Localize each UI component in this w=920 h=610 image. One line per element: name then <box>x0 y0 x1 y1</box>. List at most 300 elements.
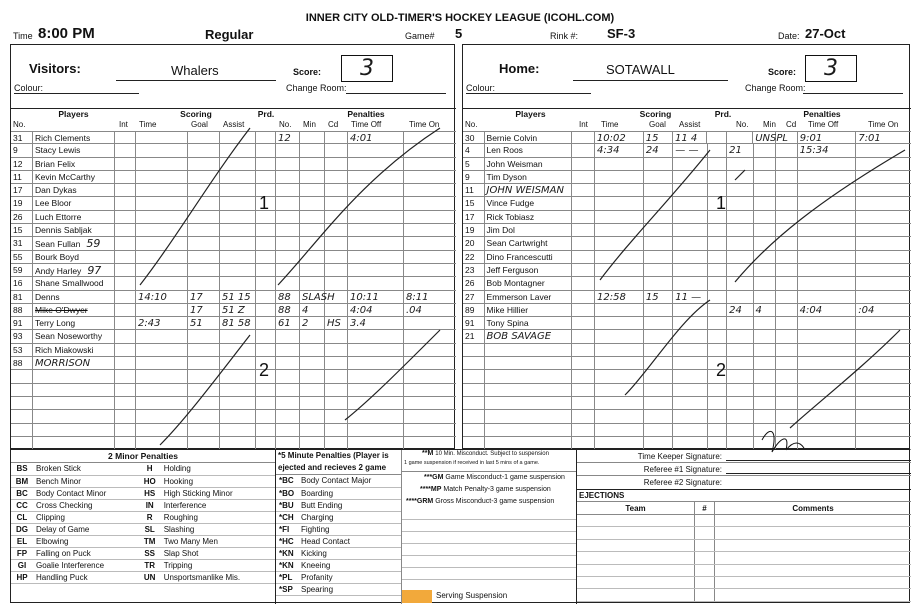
penalty-desc: Falling on Puck <box>33 547 139 559</box>
penalty-desc: Profanity <box>298 571 401 583</box>
blank-line <box>402 544 576 556</box>
penalty-code: BS <box>11 463 33 475</box>
penalty-code: HO <box>139 475 161 487</box>
no: 55 <box>11 251 33 263</box>
serving-suspension-label: Serving Suspension <box>436 591 508 600</box>
pen-time-off: 15:34 <box>798 144 857 156</box>
home-players-head: Players <box>515 109 546 119</box>
home-scoring-head: Scoring <box>639 109 672 119</box>
ejection-number <box>695 589 715 600</box>
ejection-number <box>695 527 715 538</box>
ejections-comments-head: Comments <box>792 504 834 513</box>
penalty-code: SS <box>139 547 161 559</box>
penalty-desc: Spearing <box>298 583 401 595</box>
ejection-row <box>577 515 911 527</box>
col-no: No. <box>13 120 26 129</box>
player-name: Denns <box>33 291 115 303</box>
penalty-code: CC <box>11 499 33 511</box>
penalty-desc: Broken Stick <box>33 463 139 475</box>
col-min: Min <box>303 120 316 129</box>
no: 88 <box>11 304 33 316</box>
home-period-2: 2 <box>716 360 727 380</box>
penalty-code: *BC <box>276 475 298 487</box>
player-name: Bourk Boyd <box>33 251 115 263</box>
no: 30 <box>463 132 485 143</box>
home-col-assist: Assist <box>679 120 701 129</box>
grm-code: ****GRM <box>406 498 434 505</box>
minor-row <box>11 547 275 559</box>
home-penalties-head: Penalties <box>803 109 841 119</box>
score-goal: 15 <box>644 291 673 303</box>
no: 17 <box>11 184 33 196</box>
home-colour-label: Colour: <box>466 83 496 93</box>
major-row <box>276 511 401 523</box>
no: 5 <box>463 158 485 170</box>
game-date: 27-Oct <box>805 26 846 41</box>
h-pen-strike-2 <box>790 330 900 428</box>
m-note: 1 game suspension if received in last 5 mins of a game. <box>402 460 576 472</box>
pen-min: UNSPL <box>755 133 788 144</box>
league-title: INNER CITY OLD-TIMER'S HOCKEY LEAGUE (ICOHL.COM) <box>305 12 615 24</box>
col-pen-no: No. <box>279 120 292 129</box>
no: 4 <box>463 144 485 156</box>
penalty-code: *BU <box>276 499 298 511</box>
player-name: Sean Cartwright <box>485 237 573 249</box>
pen-min: 2 <box>300 317 325 329</box>
no: 23 <box>463 264 485 276</box>
blank-line <box>402 556 576 568</box>
timekeeper-label: Time Keeper Signature: <box>637 452 722 461</box>
grm-desc: Gross Misconduct-3 game suspension <box>435 498 555 505</box>
mp-code: ****MP <box>420 486 442 493</box>
home-col-no: No. <box>465 120 478 129</box>
penalty-code: HS <box>139 487 161 499</box>
ejection-number <box>695 552 715 563</box>
pen-time-on: 8:11 <box>406 291 429 303</box>
no: 89 <box>463 304 485 316</box>
penalty-desc: Interference <box>161 499 275 511</box>
penalty-code: TM <box>139 535 161 547</box>
player-name: Tony Spina <box>485 317 573 329</box>
major-table <box>276 475 401 596</box>
minor-row <box>11 487 275 499</box>
major-row <box>276 559 401 571</box>
visitors-players-head: Players <box>58 109 89 119</box>
no: 27 <box>463 291 485 303</box>
game-label: Game# <box>405 31 435 41</box>
ejection-comment <box>715 565 911 576</box>
serving-suspension-swatch <box>402 590 432 603</box>
penalty-code: HP <box>11 571 33 583</box>
penalty-desc: Charging <box>298 511 401 523</box>
ejection-team <box>577 527 695 538</box>
ejection-row <box>577 577 911 589</box>
penalty-code: IN <box>139 499 161 511</box>
penalty-code: *PL <box>276 571 298 583</box>
player-name: Shane Smallwood <box>33 277 115 289</box>
penalty-desc: Slap Shot <box>161 547 275 559</box>
no: 15 <box>463 197 485 209</box>
penalty-code: *BO <box>276 487 298 499</box>
pen-time-on: .04 <box>406 304 422 316</box>
game-number: 5 <box>455 26 463 41</box>
m-code: **M <box>422 450 434 457</box>
ejection-row <box>577 565 911 577</box>
penalty-desc: Tripping <box>161 559 275 571</box>
pen-time-off: 4:01 <box>348 132 404 143</box>
penalty-desc: Handling Puck <box>33 571 139 583</box>
penalty-code: EL <box>11 535 33 547</box>
no: 16 <box>11 277 33 289</box>
penalty-desc: Butt Ending <box>298 499 401 511</box>
h-pen-strike-1 <box>735 150 905 282</box>
visitors-scoring-head: Scoring <box>180 109 212 119</box>
penalty-desc: Body Contact Major <box>298 475 401 487</box>
ejection-row <box>577 540 911 552</box>
penalty-code: *HC <box>276 535 298 547</box>
no: 53 <box>11 344 33 356</box>
home-period-1: 1 <box>716 193 727 213</box>
ejection-number <box>695 515 715 526</box>
pen-time-off: 10:11 <box>348 291 404 303</box>
game-time: 8:00 PM <box>38 25 95 42</box>
major-title-1: *5 Minute Penalties (Player is <box>278 451 389 460</box>
visitors-period-2: 2 <box>259 360 270 380</box>
home-col-pen-no: No. <box>736 120 749 129</box>
ejection-number <box>695 540 715 551</box>
score-assist: 51 Z <box>220 304 256 316</box>
no: 31 <box>11 237 33 249</box>
home-col-goal: Goal <box>649 120 666 129</box>
blank-line <box>402 520 576 532</box>
ejection-number <box>695 577 715 588</box>
player-name: Andy Harley 97 <box>33 264 115 276</box>
penalty-desc: Holding <box>161 463 275 475</box>
gm-code: ***GM <box>424 474 444 481</box>
score-assist: 11 4 <box>673 132 707 143</box>
major-row <box>276 475 401 487</box>
pen-no: 12 <box>276 132 300 143</box>
player-name: Brian Felix <box>33 158 115 170</box>
pen-time-off: 4:04 <box>798 304 857 316</box>
score-goal: 24 <box>644 144 673 156</box>
home-score-label: Score: <box>768 67 797 77</box>
pen-cd: HS <box>325 317 348 329</box>
penalty-code: *FI <box>276 523 298 535</box>
visitors-period-1: 1 <box>259 193 270 213</box>
blank-line <box>402 568 576 580</box>
ejection-team <box>577 589 695 600</box>
minor-table <box>11 463 275 584</box>
player-name: Jeff Ferguson <box>485 264 573 276</box>
score-assist: 81 58 <box>220 317 256 329</box>
visitors-colour-label: Colour: <box>14 83 44 93</box>
penalty-code: H <box>139 463 161 475</box>
no: 91 <box>463 317 485 329</box>
col-time: Time <box>139 120 157 129</box>
no: 31 <box>11 132 33 143</box>
m-desc: 10 Min. Misconduct. Subject to suspension <box>435 451 549 457</box>
home-label: Home: <box>499 61 540 76</box>
no: 81 <box>11 291 33 303</box>
h-pen-strike-3 <box>735 170 745 180</box>
ejection-comment <box>715 540 911 551</box>
ejection-row <box>577 527 911 539</box>
no: 26 <box>11 211 33 223</box>
pen-min: SLASH <box>302 291 335 303</box>
visitors-penalties-head: Penalties <box>347 109 385 119</box>
ejection-row <box>577 552 911 564</box>
score-goal: 51 <box>188 317 220 329</box>
penalty-code: CL <box>11 511 33 523</box>
penalty-desc: Unsportsmanlike Mis. <box>161 571 275 583</box>
home-col-time-off: Time Off <box>808 120 839 129</box>
visitors-label: Visitors: <box>29 61 81 76</box>
blank-line <box>402 532 576 544</box>
no: 19 <box>463 224 485 236</box>
no: 88 <box>11 357 33 369</box>
player-name: Vince Fudge <box>485 197 573 209</box>
player-name: Jim Dol <box>485 224 573 236</box>
penalty-code: BM <box>11 475 33 487</box>
score-time: 12:58 <box>595 291 644 303</box>
minor-row <box>11 475 275 487</box>
score-assist: 11 — <box>673 291 707 303</box>
pen-no: 24 <box>727 304 753 316</box>
penalty-desc: Head Contact <box>298 535 401 547</box>
ejection-team <box>577 552 695 563</box>
pen-no: 61 <box>276 317 300 329</box>
penalty-desc: Boarding <box>298 487 401 499</box>
col-goal: Goal <box>191 120 208 129</box>
penalty-code: *SP <box>276 583 298 595</box>
pen-time-on: 7:01 <box>858 133 881 144</box>
penalty-desc: Roughing <box>161 511 275 523</box>
ejection-team <box>577 515 695 526</box>
home-col-time-on: Time On <box>868 120 899 129</box>
pen-time-off: 3.4 <box>348 317 404 329</box>
player-name: JOHN WEISMAN <box>485 184 573 196</box>
rink-number: SF-3 <box>607 26 636 41</box>
player-handwritten-number: 97 <box>87 263 102 277</box>
penalty-code: UN <box>139 571 161 583</box>
player-name: Stacy Lewis <box>33 144 115 156</box>
penalty-desc: Kneeing <box>298 559 401 571</box>
v-pen-strike-1 <box>278 128 440 285</box>
legend-panel <box>10 449 910 603</box>
no: 12 <box>11 158 33 170</box>
major-row <box>276 487 401 499</box>
ejection-team <box>577 565 695 576</box>
no: 15 <box>11 224 33 236</box>
ejection-team <box>577 540 695 551</box>
major-row <box>276 535 401 547</box>
score-assist: — — <box>673 144 707 156</box>
major-row <box>276 571 401 583</box>
minor-row <box>11 535 275 547</box>
player-name: Len Roos <box>485 144 573 156</box>
penalty-desc: Elbowing <box>33 535 139 547</box>
score-goal: 15 <box>644 132 673 143</box>
ejections-title: EJECTIONS <box>577 490 911 502</box>
ejections-number-head: # <box>695 502 715 514</box>
mp-desc: Match Penalty-3 game suspension <box>443 486 551 493</box>
no: 91 <box>11 317 33 329</box>
penalty-code: GI <box>11 559 33 571</box>
v-pen-strike-2 <box>345 330 440 420</box>
player-name: Tim Dyson <box>485 171 573 183</box>
score-assist: 51 15 <box>220 291 256 303</box>
ejection-comment <box>715 515 911 526</box>
penalty-code: FP <box>11 547 33 559</box>
player-name: Dino Francescutti <box>485 251 573 263</box>
gm-desc: Game Misconduct-1 game suspension <box>445 474 565 481</box>
player-handwritten-number: 59 <box>86 237 101 251</box>
no: 11 <box>463 184 485 196</box>
minor-row <box>11 559 275 571</box>
player-name: John Weisman <box>485 158 573 170</box>
major-row <box>276 547 401 559</box>
penalty-code: TR <box>139 559 161 571</box>
visitors-change-room-label: Change Room: <box>286 83 347 93</box>
ejection-number <box>695 565 715 576</box>
penalty-code: DG <box>11 523 33 535</box>
ejection-comment <box>715 577 911 588</box>
penalty-code: *KN <box>276 559 298 571</box>
blank-line <box>402 508 576 520</box>
penalty-desc: Goalie Interference <box>33 559 139 571</box>
ejection-row <box>577 589 911 601</box>
visitors-score-label: Score: <box>293 67 322 77</box>
home-change-room-label: Change Room: <box>745 83 806 93</box>
no: 19 <box>11 197 33 209</box>
score-time: 10:02 <box>595 132 644 143</box>
penalty-code: BC <box>11 487 33 499</box>
no: 17 <box>463 211 485 223</box>
pen-time-off: 9:01 <box>798 132 857 143</box>
player-name: Dennis Sabljak <box>33 224 115 236</box>
score-time: 4:34 <box>595 144 644 156</box>
player-name: Rich Clements <box>33 132 115 143</box>
no: 9 <box>463 171 485 183</box>
no: 26 <box>463 277 485 289</box>
player-name: Lee Bloor <box>33 197 115 209</box>
minor-row <box>11 499 275 511</box>
major-row <box>276 523 401 535</box>
no: 9 <box>11 144 33 156</box>
player-name: Sean Fullan 59 <box>33 237 115 249</box>
col-time-off: Time Off <box>351 120 382 129</box>
penalty-desc: High Sticking Minor <box>161 487 275 499</box>
penalty-desc: Fighting <box>298 523 401 535</box>
score-goal: 17 <box>188 291 220 303</box>
pen-time-off: 4:04 <box>348 304 404 316</box>
no: 93 <box>11 330 33 342</box>
player-name: Rick Tobiasz <box>485 211 573 223</box>
home-team: SOTAWALL <box>606 62 675 77</box>
visitors-team: Whalers <box>171 63 219 78</box>
rink-label: Rink #: <box>550 31 579 41</box>
no: 20 <box>463 237 485 249</box>
ejections-team-head: Team <box>577 502 695 514</box>
pen-min: 4 <box>754 304 777 316</box>
ejection-team <box>577 577 695 588</box>
h-scoring-strike-2 <box>625 300 710 395</box>
score-goal: 17 <box>188 304 220 316</box>
v-scoring-strike-2 <box>160 335 250 445</box>
col-time-on: Time On <box>409 120 440 129</box>
penalty-desc: Hooking <box>161 475 275 487</box>
penalty-code: *CH <box>276 511 298 523</box>
col-cd: Cd <box>328 120 339 129</box>
ejection-comment <box>715 552 911 563</box>
penalty-desc: Body Contact Minor <box>33 487 139 499</box>
score-time: 2:43 <box>136 317 188 329</box>
minor-row <box>11 523 275 535</box>
player-name: Luch Ettorre <box>33 211 115 223</box>
minor-row <box>11 571 275 583</box>
no: 59 <box>11 264 33 276</box>
penalty-code: *KN <box>276 547 298 559</box>
player-name: Bob Montagner <box>485 277 573 289</box>
score-time: 14:10 <box>136 291 188 303</box>
time-label: Time <box>13 31 33 41</box>
col-int: Int <box>119 120 128 129</box>
home-col-time: Time <box>601 120 619 129</box>
penalty-desc: Clipping <box>33 511 139 523</box>
h-scoring-strike-1 <box>600 150 710 280</box>
v-scoring-strike-1 <box>140 128 250 285</box>
pen-no: 88 <box>276 304 300 316</box>
no: 21 <box>463 330 485 342</box>
pen-no: 88 <box>276 291 300 303</box>
visitors-prd-head: Prd. <box>257 109 275 119</box>
player-name: MORRISON <box>33 357 115 369</box>
game-type: Regular <box>205 27 254 42</box>
penalty-desc: Cross Checking <box>33 499 139 511</box>
pen-min: 4 <box>300 304 325 316</box>
home-prd-head: Prd. <box>714 109 732 119</box>
penalty-desc: Slashing <box>161 523 275 535</box>
ejection-comment <box>715 589 911 600</box>
ref2-label: Referee #2 Signature: <box>643 478 722 487</box>
pen-time-on: :04 <box>858 304 875 316</box>
major-title-2: ejected and recieves 2 game <box>276 462 401 475</box>
player-name: Emmerson Laver <box>485 291 573 303</box>
minor-row <box>11 511 275 523</box>
penalty-desc: Bench Minor <box>33 475 139 487</box>
col-assist: Assist <box>223 120 245 129</box>
home-score: 3 <box>824 56 838 81</box>
player-name: Sean Noseworthy <box>33 330 115 342</box>
major-row <box>276 583 401 595</box>
player-name: Kevin McCarthy <box>33 171 115 183</box>
home-col-cd: Cd <box>786 120 797 129</box>
penalty-desc: Kicking <box>298 547 401 559</box>
minor-title: 2 Minor Penalties <box>11 450 275 463</box>
player-name: Dan Dykas <box>33 184 115 196</box>
home-col-min: Min <box>763 120 776 129</box>
major-row <box>276 499 401 511</box>
ref1-label: Referee #1 Signature: <box>643 465 722 474</box>
player-name: BOB SAVAGE <box>485 330 573 342</box>
player-name: Bernie Colvin <box>485 132 573 143</box>
penalty-code: SL <box>139 523 161 535</box>
player-name: Terry Long <box>33 317 115 329</box>
no: 11 <box>11 171 33 183</box>
penalty-code: R <box>139 511 161 523</box>
penalty-desc: Delay of Game <box>33 523 139 535</box>
